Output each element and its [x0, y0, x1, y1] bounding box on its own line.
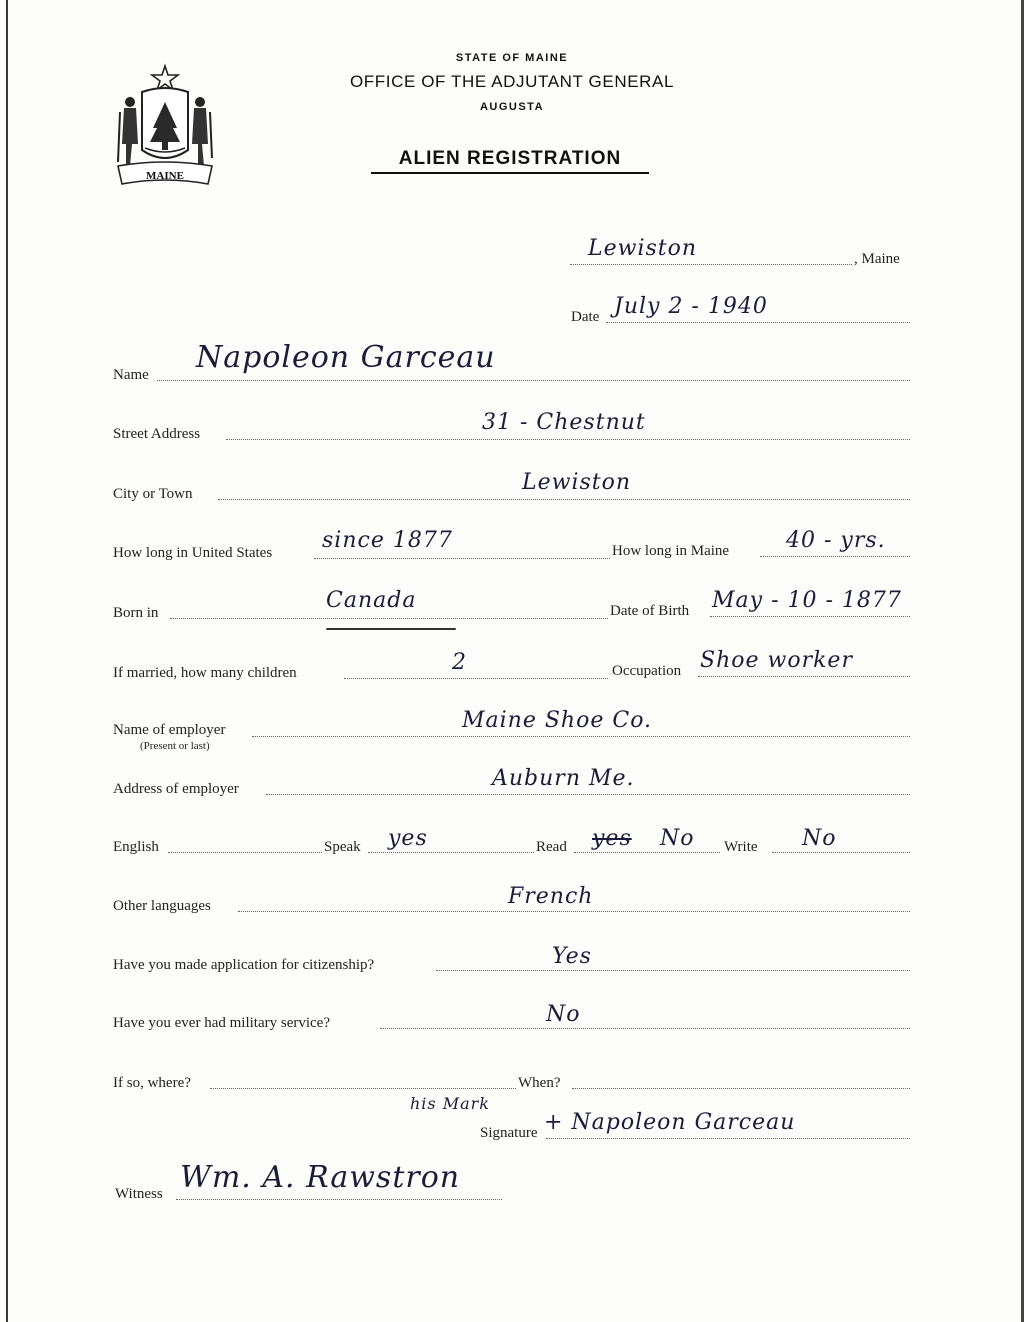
occupation-line [698, 676, 910, 677]
employer-address-line [266, 794, 910, 795]
military-line [380, 1028, 910, 1029]
where-label: If so, where? [113, 1075, 191, 1091]
date-label: Date [571, 309, 600, 325]
employer-address-label: Address of employer [113, 781, 239, 797]
witness-signature: Wm. A. Rawstron [180, 1160, 461, 1195]
city-value: Lewiston [522, 470, 632, 495]
occupation-value: Shoe worker [700, 648, 853, 673]
scan-edge-left [6, 0, 8, 1322]
english-line [168, 852, 322, 853]
name-field-line [157, 380, 910, 381]
speak-value: yes [388, 826, 428, 851]
signature-line [546, 1138, 910, 1139]
city-label: City or Town [113, 486, 193, 502]
maine-duration-label: How long in Maine [612, 543, 730, 559]
military-label: Have you ever had military service? [113, 1015, 330, 1031]
street-address-value: 31 - Chestnut [482, 410, 646, 435]
state-heading: STATE OF MAINE [455, 52, 569, 64]
city-heading: AUGUSTA [479, 101, 545, 113]
english-label: English [113, 839, 159, 855]
title-underline [371, 172, 649, 174]
read-label: Read [536, 839, 567, 855]
employer-line [252, 736, 910, 737]
children-label: If married, how many children [113, 665, 297, 681]
employer-address-value: Auburn Me. [492, 766, 635, 791]
occupation-label: Occupation [612, 663, 682, 679]
dob-value: May - 10 - 1877 [712, 588, 902, 613]
witness-line [176, 1199, 502, 1200]
street-address-line [226, 439, 910, 440]
when-line [572, 1088, 910, 1089]
name-label: Name [113, 367, 149, 383]
date-value: July 2 - 1940 [614, 294, 768, 319]
witness-label: Witness [115, 1186, 163, 1202]
children-line [344, 678, 608, 679]
dob-label: Date of Birth [610, 603, 690, 619]
citizenship-label: Have you made application for citizenship? [113, 957, 375, 973]
citizenship-line [436, 970, 910, 971]
born-in-underline-stroke [326, 628, 456, 630]
write-label: Write [724, 839, 758, 855]
maine-duration-value: 40 - yrs. [786, 528, 886, 553]
read-line [574, 852, 720, 853]
form-title: ALIEN REGISTRATION [398, 148, 622, 169]
read-struck-value: yes [592, 826, 632, 851]
office-heading: OFFICE OF THE ADJUTANT GENERAL [349, 72, 675, 91]
born-in-label: Born in [113, 605, 159, 621]
place-suffix-label: , Maine [854, 251, 900, 267]
other-languages-line [238, 911, 910, 912]
military-value: No [546, 1002, 581, 1027]
write-line [772, 852, 910, 853]
name-value: Napoleon Garceau [196, 340, 496, 375]
employer-value: Maine Shoe Co. [462, 708, 653, 733]
signature-value: + Napoleon Garceau [544, 1110, 796, 1135]
employer-label: Name of employer [113, 722, 226, 738]
employer-sublabel: (Present or last) [140, 740, 210, 752]
seal-banner-text: MAINE [146, 170, 184, 182]
born-in-value: Canada [326, 588, 417, 613]
us-duration-value: since 1877 [322, 528, 453, 553]
dob-line [710, 616, 910, 617]
street-address-label: Street Address [113, 426, 201, 442]
where-line [210, 1088, 516, 1089]
born-in-line [170, 618, 608, 619]
date-field-line [606, 322, 910, 323]
speak-label: Speak [324, 839, 361, 855]
city-field-line [218, 499, 910, 500]
citizenship-value: Yes [552, 944, 592, 969]
write-value: No [802, 826, 837, 851]
place-field-line [570, 264, 852, 265]
other-languages-value: French [508, 884, 594, 909]
signature-label: Signature [480, 1125, 538, 1141]
place-value: Lewiston [588, 236, 698, 261]
speak-line [368, 852, 534, 853]
other-languages-label: Other languages [113, 898, 211, 914]
children-value: 2 [452, 650, 467, 675]
us-duration-label: How long in United States [113, 545, 273, 561]
when-label: When? [518, 1075, 561, 1091]
read-value: No [660, 826, 695, 851]
maine-duration-line [760, 556, 910, 557]
his-mark-note: his Mark [410, 1094, 490, 1113]
us-duration-line [314, 558, 610, 559]
